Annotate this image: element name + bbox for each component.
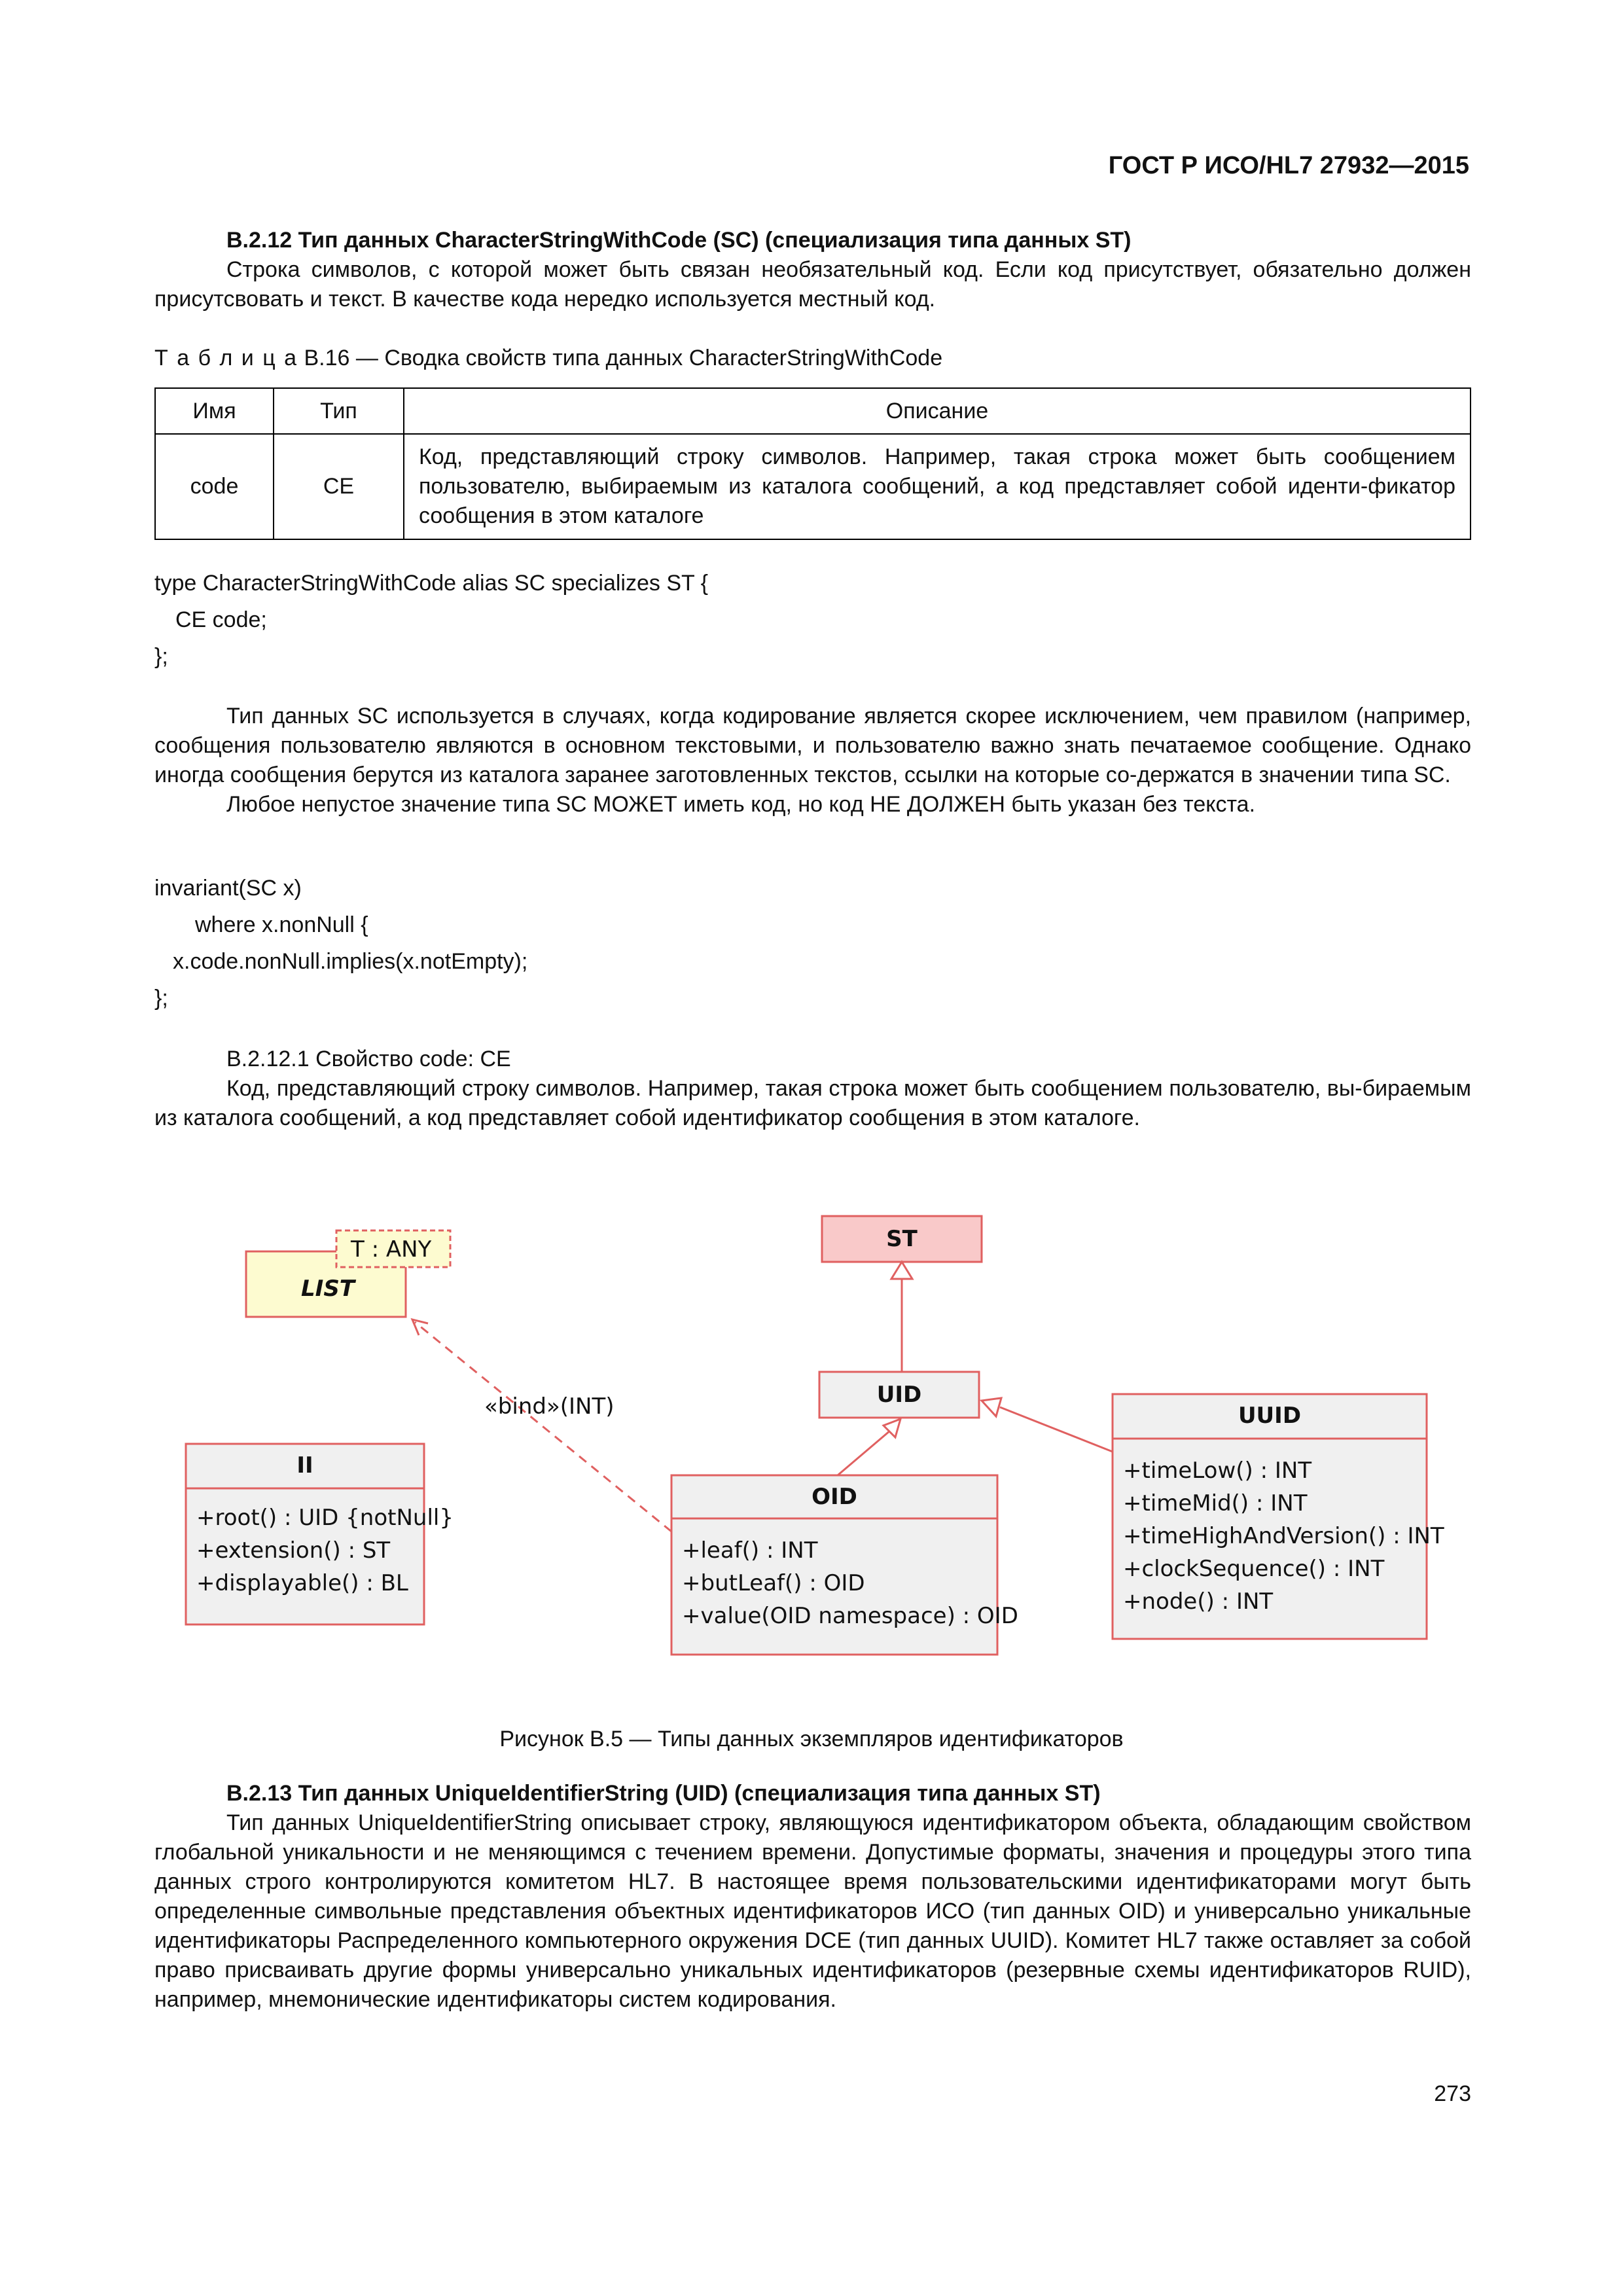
section-b2121-para: Код, представляющий строку символов. Например, такая строка может быть сообщением пользователю, вы-бираемым из каталога сообщений, а код представляет собой идентификатор сообщения в этом каталоге. — [154, 1076, 1471, 1130]
section-b212-heading: В.2.12 Тип данных CharacterStringWithCode (SC) (специализация типа данных ST) — [226, 228, 1132, 253]
uuid-to-uid-generalization — [982, 1398, 1113, 1452]
list-template-param: T : ANY — [351, 1236, 432, 1263]
uuid-member-timelow: +timeLow() : INT — [1123, 1458, 1312, 1484]
figure-caption: Рисунок В.5 — Типы данных экземпляров идентификаторов — [499, 1727, 1124, 1751]
uid-class-name: UID — [876, 1382, 922, 1408]
bind-label: «bind»(INT) — [484, 1393, 615, 1420]
code2-line2: where x.nonNull { — [195, 912, 368, 937]
table-caption-prefix: Т а б л и ц а — [154, 346, 298, 370]
ii-class — [186, 1444, 454, 1624]
code2-line3: x.code.nonNull.implies(x.notEmpty); — [173, 949, 528, 974]
oid-to-uid-generalization — [838, 1419, 901, 1475]
section-b213 — [154, 1779, 1471, 2015]
oid-member-butleaf: +butLeaf() : OID — [682, 1570, 865, 1596]
uuid-member-timehigh: +timeHighAndVersion() : INT — [1123, 1523, 1444, 1549]
para-sc-usage-text: Тип данных SC используется в случаях, когда кодирование является скорее исключением, чем правилом (например, сообщения пользователю являются в основном текстовыми, и пользователю важно знать печатаемое сообщение. Однако иногда сообщения берутся из каталога заранее заготовленных текстов, ссылки на которые со-держатся в значении типа SC. — [154, 704, 1471, 787]
oid-member-value: +value(OID namespace) : OID — [682, 1603, 1018, 1629]
oid-member-leaf: +leaf() : INT — [682, 1537, 818, 1564]
uuid-member-clockseq: +clockSequence() : INT — [1123, 1556, 1385, 1582]
code2-line4: }; — [154, 986, 168, 1011]
para-sc-rule-text: Любое непустое значение типа SC МОЖЕТ иметь код, но код НЕ ДОЛЖЕН быть указан без текста. — [226, 792, 1256, 817]
table-header-name: Имя — [155, 388, 274, 434]
ii-member-root: +root() : UID {notNull} — [196, 1505, 454, 1531]
uuid-member-timemid: +timeMid() : INT — [1123, 1490, 1308, 1516]
table-header-description: Описание — [404, 388, 1471, 434]
table-cell-type: CE — [274, 434, 404, 539]
code1-line1: type CharacterStringWithCode alias SC specializes ST { — [154, 571, 708, 596]
section-b213-para: Тип данных UniqueIdentifierString описывает строку, являющуюся идентификатором объекта, обладающим свойством глобальной уникальности и не меняющимся с течением времени. Допустимые форматы, значения и процедуры этого типа данных строго контролируются комитетом HL7. В настоящее время пользовательскими идентификаторами могут быть определенные символьные представления объектных идентификаторов ИСО (тип данных OID) и универсально уникальные идентификаторы Распределенного компьютерного окружения DCE (тип данных UUID). Комитет HL7 также оставляет за собой право присваивать другие формы универсально уникальных идентификаторов (резервные схемы идентификаторов RUID), например, мнемонические идентификаторы систем кодирования. — [154, 1810, 1471, 2012]
table-cell-name: code — [155, 434, 274, 539]
section-b212-para: Строка символов, с которой может быть связан необязательный код. Если код присутствует, обязательно должен присутсвовать и текст. В качестве кода нередко используется местный код. — [154, 257, 1471, 312]
uid-class — [819, 1372, 979, 1418]
code2-line1: invariant(SC x) — [154, 876, 302, 901]
ii-member-displayable: +displayable() : BL — [196, 1570, 408, 1596]
oid-bind-list-dependency — [412, 1319, 671, 1532]
section-b2121-heading: В.2.12.1 Свойство code: CE — [226, 1047, 511, 1071]
table-cell-description: Код, представляющий строку символов. Например, такая строка может быть сообщением пользователю, выбираемым из каталога сообщений, а код представляет собой иденти-фикатор сообщения в этом каталоге — [404, 434, 1471, 539]
page-number: 273 — [1434, 2081, 1471, 2106]
st-class-name: ST — [886, 1226, 918, 1252]
uid-to-st-generalization — [891, 1262, 912, 1372]
uuid-member-node: +node() : INT — [1123, 1588, 1274, 1615]
list-class-name: LIST — [301, 1276, 355, 1302]
list-class — [246, 1230, 450, 1317]
uuid-class-name: UUID — [1238, 1403, 1302, 1429]
document-id: ГОСТ Р ИСО/HL7 27932—2015 — [1108, 152, 1469, 179]
uuid-class — [1113, 1394, 1444, 1639]
ii-member-extension: +extension() : ST — [196, 1537, 391, 1564]
ii-class-name: II — [296, 1452, 313, 1479]
table-caption-text: В.16 — Сводка свойств типа данных CharacterStringWithCode — [304, 346, 943, 370]
oid-class — [671, 1475, 1018, 1655]
table-header-type: Тип — [274, 388, 404, 434]
section-b213-heading: В.2.13 Тип данных UniqueIdentifierString (UID) (специализация типа данных ST) — [226, 1781, 1101, 1806]
oid-class-name: OID — [812, 1484, 857, 1510]
st-class — [822, 1216, 982, 1262]
code1-line2: CE code; — [175, 607, 267, 632]
code1-line3: }; — [154, 644, 168, 669]
